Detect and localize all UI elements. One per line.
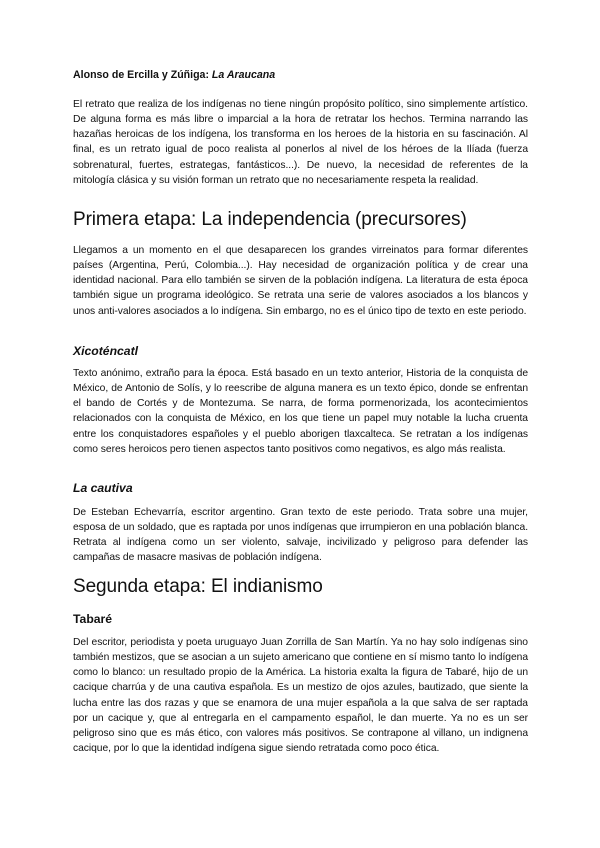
xicotencatl-title: Xicoténcatl bbox=[73, 344, 139, 358]
primera-etapa-title: Primera etapa: La independencia (precursores) bbox=[73, 209, 467, 230]
tabare-paragraph: Del escritor, periodista y poeta uruguayo Juan Zorrilla de San Martín. Ya no hay solo indígenas sino también mestizos, que se asocian a un sujeto americano que contiene en sí mismo tanto lo indígena como lo blanco: un resultado propio de la América. La historia exalta la figura de Tabaré, hijo de un cacique charrúa y de una cautiva española. Es un mestizo de ojos azules, bautizado, que siente la lucha entre las dos razas y que se enamora de una mujer española a la que salva de ser raptada por un cacique y, que al entregarla en el campamento español, le dan muerte. Ya no es un ser peligroso sino que es más ético, con valores más positivos. Se contrapone al villano, un indignena cacique, por lo que la identidad indígena sigue siendo retratada como poco ética. bbox=[73, 637, 528, 755]
primera-etapa-paragraph: Llegamos a un momento en el que desaparecen los grandes virreinatos para formar diferentes países (Argentina, Perú, Colombia...). Hay necesidad de organización política y de crear una identidad nacional. Para ello también se sirven de la población indígena. La literatura de esta época también sigue un programa ideológico. Se retrata una serie de valores asociados a los blancos y unos anti-valores asociados a lo indígena. Sin embargo, no es el único tipo de texto en este periodo. bbox=[73, 245, 528, 317]
cautiva-title-block bbox=[73, 480, 528, 496]
intro-paragraph-block bbox=[73, 97, 528, 188]
intro-section bbox=[73, 68, 528, 82]
intro-heading-author: Alonso de Ercilla y Zúñiga: bbox=[73, 69, 212, 81]
cautiva-paragraph-block bbox=[73, 505, 528, 566]
primera-etapa-paragraph-block bbox=[73, 243, 528, 319]
intro-heading bbox=[73, 68, 528, 82]
tabare-title-block bbox=[73, 611, 528, 627]
xicotencatl-paragraph: Texto anónimo, extraño para la época. Está basado en un texto anterior, Historia de la conquista de México, de Antonio de Solís, y lo reescribe de alguna manera es un texto épico, donde se enfrentan el bando de Cortés y de Montezuma. Se narra, de forma pormenorizada, los acontecimientos relacionados con la conquista de México, en los que tiene un papel muy notable la lucha cruenta entre los conquistadores españoles y el pueblo aborigen tlaxcalteca. Se retratan a los indígenas como seres heroicos pero tienen aspectos tanto positivos como negativos, es algo más realista. bbox=[73, 368, 528, 455]
segunda-etapa-title: Segunda etapa: El indianismo bbox=[73, 576, 323, 597]
intro-heading-title: La Araucana bbox=[211, 69, 276, 81]
tabare-title: Tabaré bbox=[73, 612, 113, 626]
xicotencatl-paragraph-block bbox=[73, 366, 528, 457]
intro-paragraph: El retrato que realiza de los indígenas no tiene ningún propósito político, sino simplemente artístico. De alguna forma es más libre o imparcial a la hora de retratar los hechos. Termina narrando las hazañas heroicas de los indígena, los transforma en los heroes de la historia en su fascinación. Al final, es un retrato igual de poco realista al ponerlos al nivel de los héroes de la Ilíada (fuerza sobrenatural, fuertes, estrategas, fantásticos...). De nuevo, la necesidad de referentes de la mitología clásica y su visión forman un retrato que no necesariamente respeta la realidad. bbox=[73, 99, 528, 186]
cautiva-paragraph: De Esteban Echevarría, escritor argentino. Gran texto de este periodo. Trata sobre una mujer, esposa de un soldado, que es raptada por unos indígenas que irrumpieron en una población blanca. Retrata al indígena como un ser violento, salvaje, incivilizado y peligroso para defender las campañas de masacre masivas de población indígena. bbox=[73, 507, 528, 564]
segunda-etapa-title-block bbox=[73, 575, 528, 599]
tabare-paragraph-block bbox=[73, 635, 528, 756]
xicotencatl-title-block bbox=[73, 343, 528, 359]
cautiva-title: La cautiva bbox=[73, 481, 133, 495]
primera-etapa-title-block bbox=[73, 208, 528, 232]
